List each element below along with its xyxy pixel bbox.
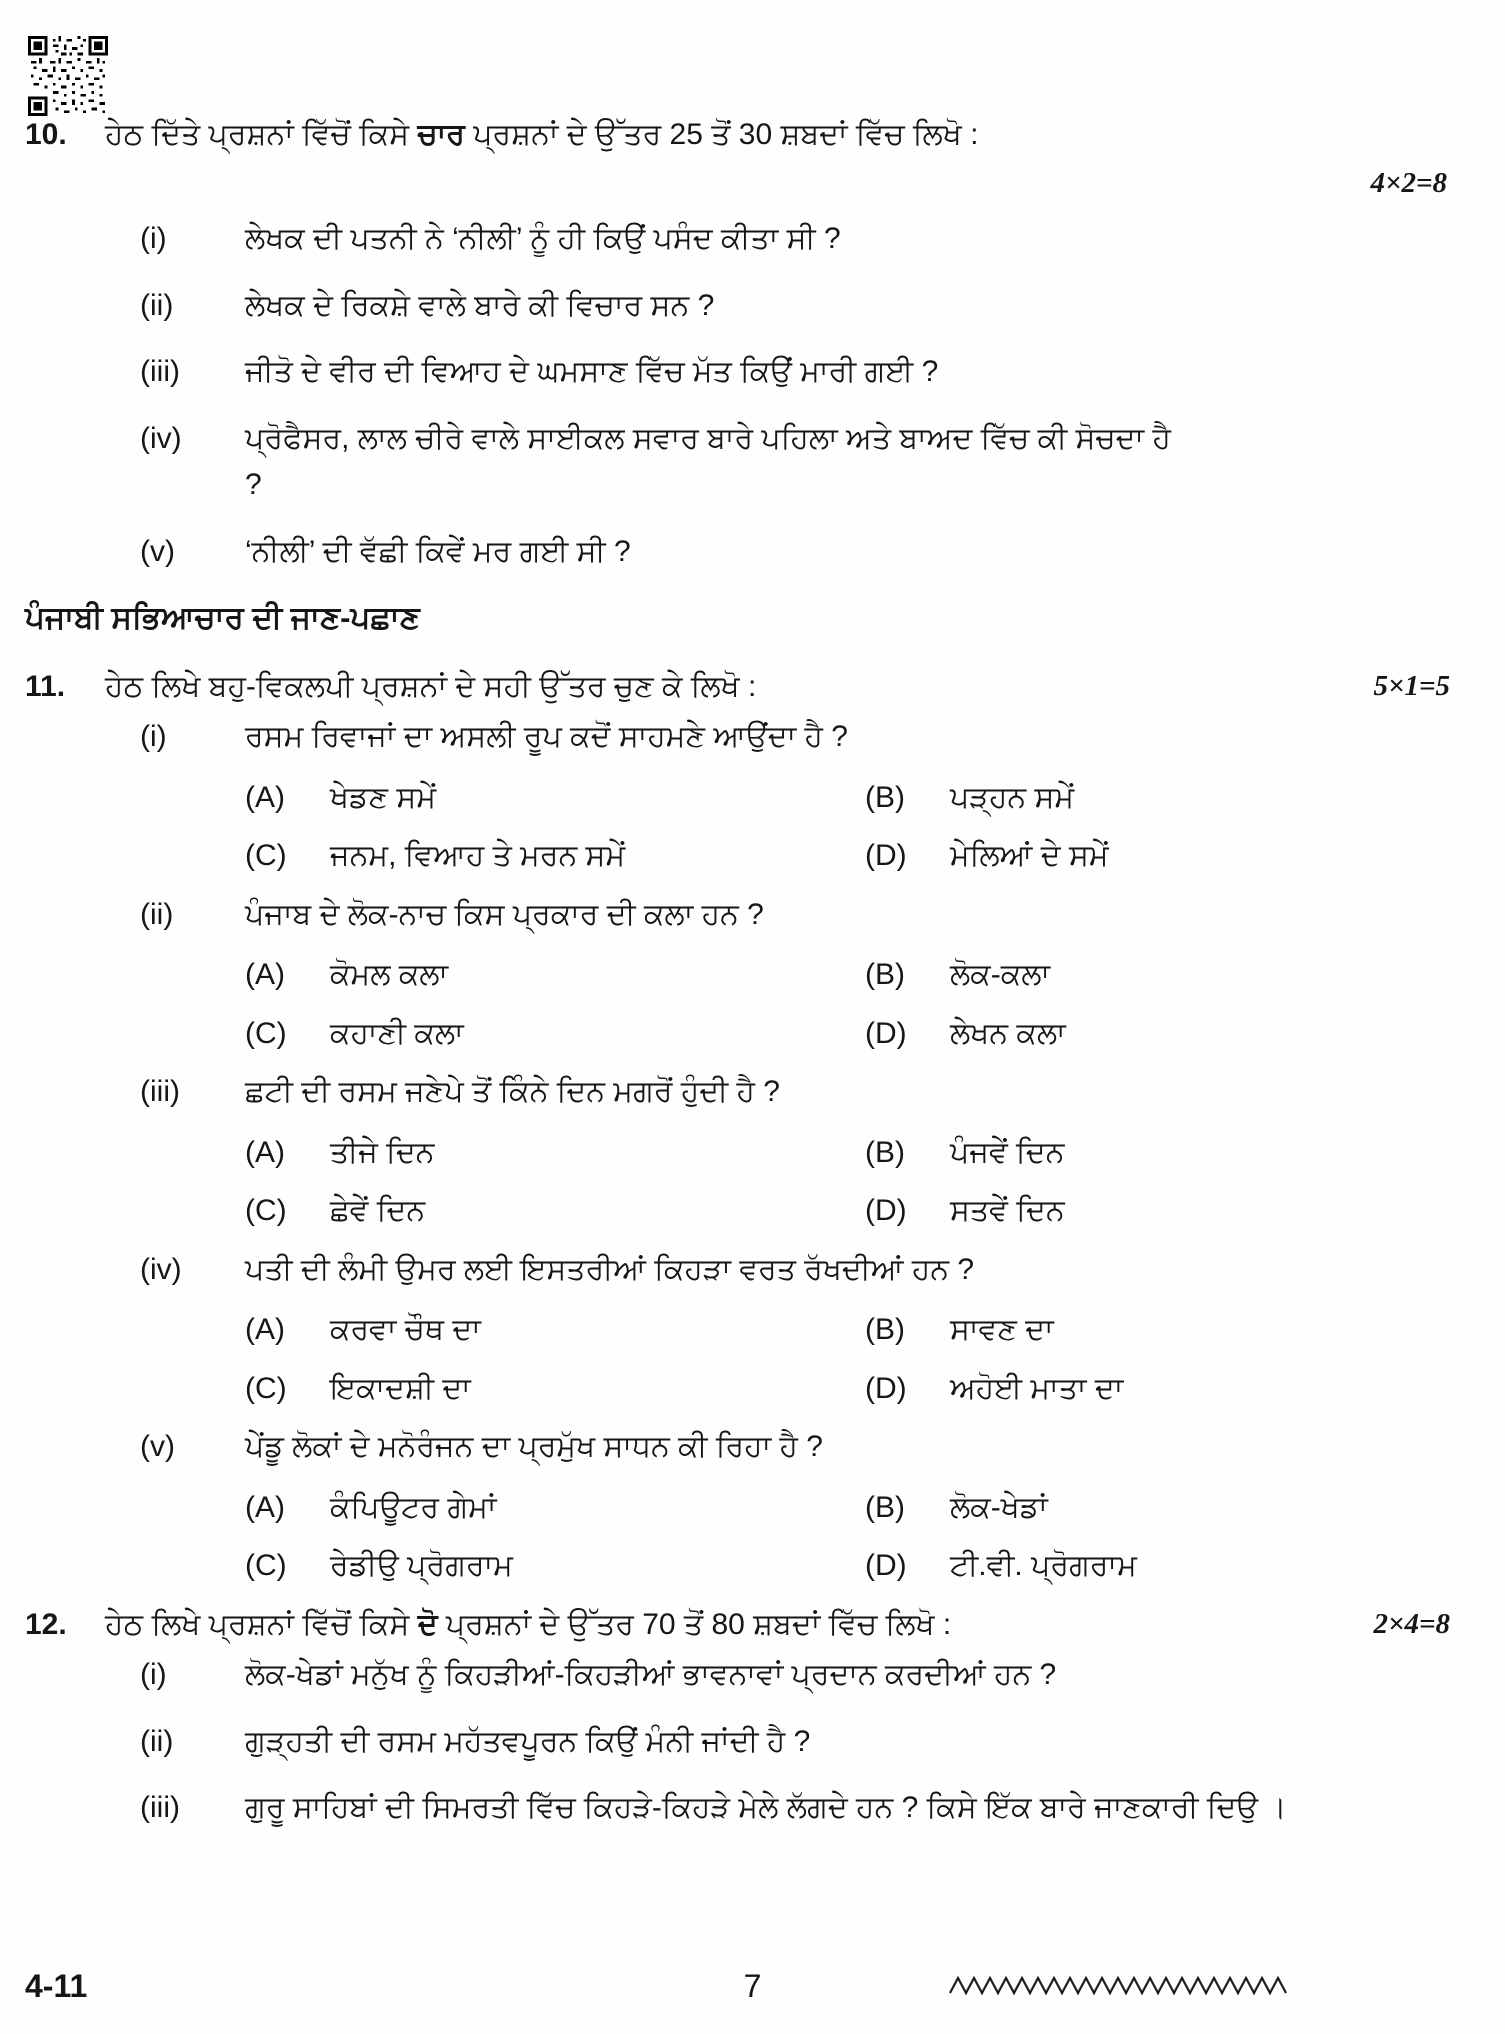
options-row (0, 952, 1505, 999)
question-number: 12. (25, 1607, 67, 1641)
option (245, 775, 865, 822)
option-label: (B) (865, 1490, 905, 1524)
question-text-segment: ਪ੍ਰਸ਼ਨਾਂ ਦੇ ਉੱਤਰ 25 ਤੋਂ 30 ਸ਼ਬਦਾਂ ਵਿੱਚ ਲਿਖੋ : (464, 118, 979, 151)
options-row (0, 1130, 1505, 1177)
option-text: ਪੜ੍ਹਨ ਸਮੇਂ (950, 780, 1075, 814)
part-text: ਜੀਤੋ ਦੇ ਵੀਰ ਦੀ ਵਿਆਹ ਦੇ ਘਮਸਾਣ ਵਿੱਚ ਮੱਤ ਕਿਉਂ ਮਾਰੀ ਗਈ ? (245, 355, 939, 389)
question-number: 10. (25, 118, 67, 151)
option-text: ਕੰਪਿਊਟਰ ਗੇਮਾਂ (330, 1490, 497, 1524)
option-label: (D) (865, 1371, 907, 1405)
option-text: ਇਕਾਦਸ਼ੀ ਦਾ (330, 1371, 471, 1405)
part-text: ਛਟੀ ਦੀ ਰਸਮ ਜਣੇਪੇ ਤੋਂ ਕਿੰਨੇ ਦਿਨ ਮਗਰੋਂ ਹੁੰਦੀ ਹੈ ? (245, 1075, 780, 1109)
option-text: ਕਹਾਣੀ ਕਲਾ (330, 1016, 464, 1050)
option (865, 1011, 1066, 1058)
option (245, 1543, 865, 1590)
part-label: (iii) (140, 355, 180, 389)
part-text: ਪੰਜਾਬ ਦੇ ਲੋਕ-ਨਾਚ ਕਿਸ ਪ੍ਰਕਾਰ ਦੀ ਕਲਾ ਹਨ ? (245, 897, 764, 931)
part-label: (i) (140, 222, 167, 256)
option (865, 1366, 1123, 1413)
option (865, 1307, 1054, 1354)
options-row (0, 1543, 1505, 1590)
page-number: 7 (743, 1968, 762, 2004)
marks-label: 5×1=5 (1373, 669, 1450, 702)
option-text: ਅਹੋਈ ਮਾਤਾ ਦਾ (950, 1371, 1124, 1405)
page-footer (0, 1962, 1505, 2022)
question-part (0, 1652, 1505, 1699)
option (865, 952, 1050, 999)
marks-label: 4×2=8 (1370, 166, 1447, 199)
option-label: (A) (245, 1313, 285, 1347)
question-12-header (0, 1602, 1505, 1649)
question-part (0, 1785, 1505, 1832)
option-label: (B) (865, 958, 905, 992)
option-label: (A) (245, 958, 285, 992)
question-part (0, 349, 1505, 396)
part-label: (ii) (140, 897, 174, 931)
part-label: (v) (140, 1430, 175, 1464)
part-text: ‘ਨੀਲੀ’ ਦੀ ਵੱਛੀ ਕਿਵੇਂ ਮਰ ਗਈ ਸੀ ? (245, 534, 631, 568)
option-text: ਜਨਮ, ਵਿਆਹ ਤੇ ਮਰਨ ਸਮੇਂ (330, 839, 626, 873)
question-part (0, 1424, 1505, 1471)
question-number: 11. (25, 669, 66, 703)
part-label: (ii) (140, 288, 174, 322)
option-label: (C) (245, 1371, 287, 1405)
part-text: ਰਸਮ ਰਿਵਾਜਾਂ ਦਾ ਅਸਲੀ ਰੂਪ ਕਦੋਂ ਸਾਹਮਣੇ ਆਉਂਦਾ ਹੈ ? (245, 720, 848, 754)
question-text-emphasis: ਚਾਰ (417, 118, 465, 151)
option-text: ਖੇਡਣ ਸਮੇਂ (330, 780, 437, 814)
question-text-segment: ਪ੍ਰਸ਼ਨਾਂ ਦੇ ਉੱਤਰ 70 ਤੋਂ 80 ਸ਼ਬਦਾਂ ਵਿੱਚ ਲਿਖੋ : (437, 1607, 952, 1641)
question-text-segment: ਹੇਠ ਦਿੱਤੇ ਪ੍ਰਸ਼ਨਾਂ ਵਿੱਚੋਂ ਕਿਸੇ (105, 118, 418, 151)
question-text: ਹੇਠ ਲਿਖੇ ਬਹੁ-ਵਿਕਲਪੀ ਪ੍ਰਸ਼ਨਾਂ ਦੇ ਸਹੀ ਉੱਤਰ ਚੁਣ ਕੇ ਲਿਖੋ : (105, 669, 757, 703)
option-label: (C) (245, 1016, 287, 1050)
zigzag-scribble (948, 1972, 1290, 2000)
option (245, 833, 865, 880)
option-label: (B) (865, 1135, 905, 1169)
option-text: ਸਤਵੇਂ ਦਿਨ (950, 1194, 1065, 1228)
part-text: ਪੇਂਡੂ ਲੋਕਾਂ ਦੇ ਮਨੋਰੰਜਨ ਦਾ ਪ੍ਰਮੁੱਖ ਸਾਧਨ ਕੀ ਰਿਹਾ ਹੈ ? (245, 1430, 823, 1464)
part-text: ਲੇਖਕ ਦੇ ਰਿਕਸ਼ੇ ਵਾਲੇ ਬਾਰੇ ਕੀ ਵਿਚਾਰ ਸਨ ? (245, 288, 715, 322)
option-text: ਕਰਵਾ ਚੌਥ ਦਾ (330, 1313, 481, 1347)
mcq-block (0, 714, 1505, 1590)
option-text: ਰੇਡੀਉ ਪ੍ਰੋਗਰਾਮ (330, 1549, 513, 1583)
option-text: ਲੋਕ-ਕਲਾ (950, 958, 1051, 992)
option (245, 1011, 865, 1058)
part-label: (iv) (140, 421, 182, 455)
option-text: ਟੀ.ਵੀ. ਪ੍ਰੋਗਰਾਮ (950, 1549, 1137, 1583)
part-text: ਪ੍ਰੋਫੈਸਰ, ਲਾਲ ਚੀਰੇ ਵਾਲੇ ਸਾਈਕਲ ਸਵਾਰ ਬਾਰੇ ਪਹਿਲਾ ਅਤੇ ਬਾਅਦ ਵਿੱਚ ਕੀ ਸੋਚਦਾ ਹੈ ? (245, 421, 1171, 502)
option-label: (D) (865, 1194, 907, 1228)
option-text: ਸਾਵਣ ਦਾ (950, 1313, 1054, 1347)
option (865, 1130, 1064, 1177)
question-10-header (0, 112, 1505, 159)
option-label: (B) (865, 780, 905, 814)
part-label: (ii) (140, 1724, 174, 1758)
question-part (0, 1069, 1505, 1116)
option-text: ਪੰਜਵੇਂ ਦਿਨ (950, 1135, 1065, 1169)
part-label: (v) (140, 534, 175, 568)
options-row (0, 833, 1505, 880)
qr-code (28, 36, 108, 116)
question-part (0, 216, 1505, 263)
section-heading: ਪੰਜਾਬੀ ਸਭਿਆਚਾਰ ਦੀ ਜਾਣ-ਪਛਾਣ (25, 600, 420, 636)
options-row (0, 775, 1505, 822)
question-text (105, 112, 1505, 159)
question-part (0, 1719, 1505, 1766)
option-label: (C) (245, 839, 287, 873)
options-row (0, 1485, 1505, 1532)
part-text: ਗੁਰੂ ਸਾਹਿਬਾਂ ਦੀ ਸਿਮਰਤੀ ਵਿੱਚ ਕਿਹੜੇ-ਕਿਹੜੇ ਮੇਲੇ ਲੱਗਦੇ ਹਨ ? ਕਿਸੇ ਇੱਕ ਬਾਰੇ ਜਾਣਕਾਰੀ ਦਿਉ । (245, 1791, 1287, 1825)
option-text: ਛੇਵੇਂ ਦਿਨ (330, 1194, 426, 1228)
question-part (0, 283, 1505, 330)
question-part (0, 529, 1505, 576)
part-label: (i) (140, 720, 167, 754)
option (865, 775, 1074, 822)
marks-line (0, 163, 1505, 203)
option (245, 1307, 865, 1354)
question-part (0, 416, 1505, 509)
part-label: (iii) (140, 1075, 180, 1109)
part-text: ਪਤੀ ਦੀ ਲੰਮੀ ਉਮਰ ਲਈ ਇਸਤਰੀਆਂ ਕਿਹੜਾ ਵਰਤ ਰੱਖਦੀਆਂ ਹਨ ? (245, 1252, 975, 1286)
part-label: (iv) (140, 1252, 182, 1286)
question-text (105, 1602, 951, 1649)
part-text: ਲੇਖਕ ਦੀ ਪਤਨੀ ਨੇ ‘ਨੀਲੀ’ ਨੂੰ ਹੀ ਕਿਉਂ ਪਸੰਦ ਕੀਤਾ ਸੀ ? (245, 222, 841, 256)
option (245, 952, 865, 999)
option-text: ਤੀਜੇ ਦਿਨ (330, 1135, 435, 1169)
option-label: (B) (865, 1313, 905, 1347)
options-row (0, 1307, 1505, 1354)
option-text: ਲੇਖਨ ਕਲਾ (950, 1016, 1066, 1050)
option (245, 1485, 865, 1532)
options-row (0, 1188, 1505, 1235)
option-label: (C) (245, 1194, 287, 1228)
options-row (0, 1366, 1505, 1413)
option-label: (A) (245, 1135, 285, 1169)
option (245, 1130, 865, 1177)
option-label: (A) (245, 1490, 285, 1524)
option-label: (D) (865, 839, 907, 873)
options-row (0, 1011, 1505, 1058)
option (865, 1188, 1065, 1235)
option (865, 1543, 1137, 1590)
option-label: (D) (865, 1016, 907, 1050)
option-label: (A) (245, 780, 285, 814)
question-11-header (0, 664, 1505, 711)
question-part (0, 714, 1505, 761)
option (245, 1366, 865, 1413)
part-label: (i) (140, 1658, 167, 1692)
question-text-segment: ਹੇਠ ਲਿਖੇ ਪ੍ਰਸ਼ਨਾਂ ਵਿੱਚੋਂ ਕਿਸੇ (105, 1607, 418, 1641)
question-part (0, 892, 1505, 939)
marks-label: 2×4=8 (1373, 1607, 1450, 1640)
question-text-emphasis: ਦੋ (417, 1607, 438, 1641)
part-label: (iii) (140, 1791, 180, 1825)
option-text: ਕੋਮਲ ਕਲਾ (330, 958, 449, 992)
option (865, 1485, 1048, 1532)
option-text: ਮੇਲਿਆਂ ਦੇ ਸਮੇਂ (950, 839, 1109, 873)
option-label: (C) (245, 1549, 287, 1583)
option (245, 1188, 865, 1235)
part-text: ਲੋਕ-ਖੇਡਾਂ ਮਨੁੱਖ ਨੂੰ ਕਿਹੜੀਆਂ-ਕਿਹੜੀਆਂ ਭਾਵਨਾਵਾਂ ਪ੍ਰਦਾਨ ਕਰਦੀਆਂ ਹਨ ? (245, 1658, 1057, 1692)
question-part (0, 1247, 1505, 1294)
booklet-code: 4-11 (25, 1968, 88, 2004)
option-text: ਲੋਕ-ਖੇਡਾਂ (950, 1490, 1048, 1524)
part-text: ਗੁੜ੍ਹਤੀ ਦੀ ਰਸਮ ਮਹੱਤਵਪੂਰਨ ਕਿਉਂ ਮੰਨੀ ਜਾਂਦੀ ਹੈ ? (245, 1724, 811, 1758)
option (865, 833, 1109, 880)
option-label: (D) (865, 1549, 907, 1583)
